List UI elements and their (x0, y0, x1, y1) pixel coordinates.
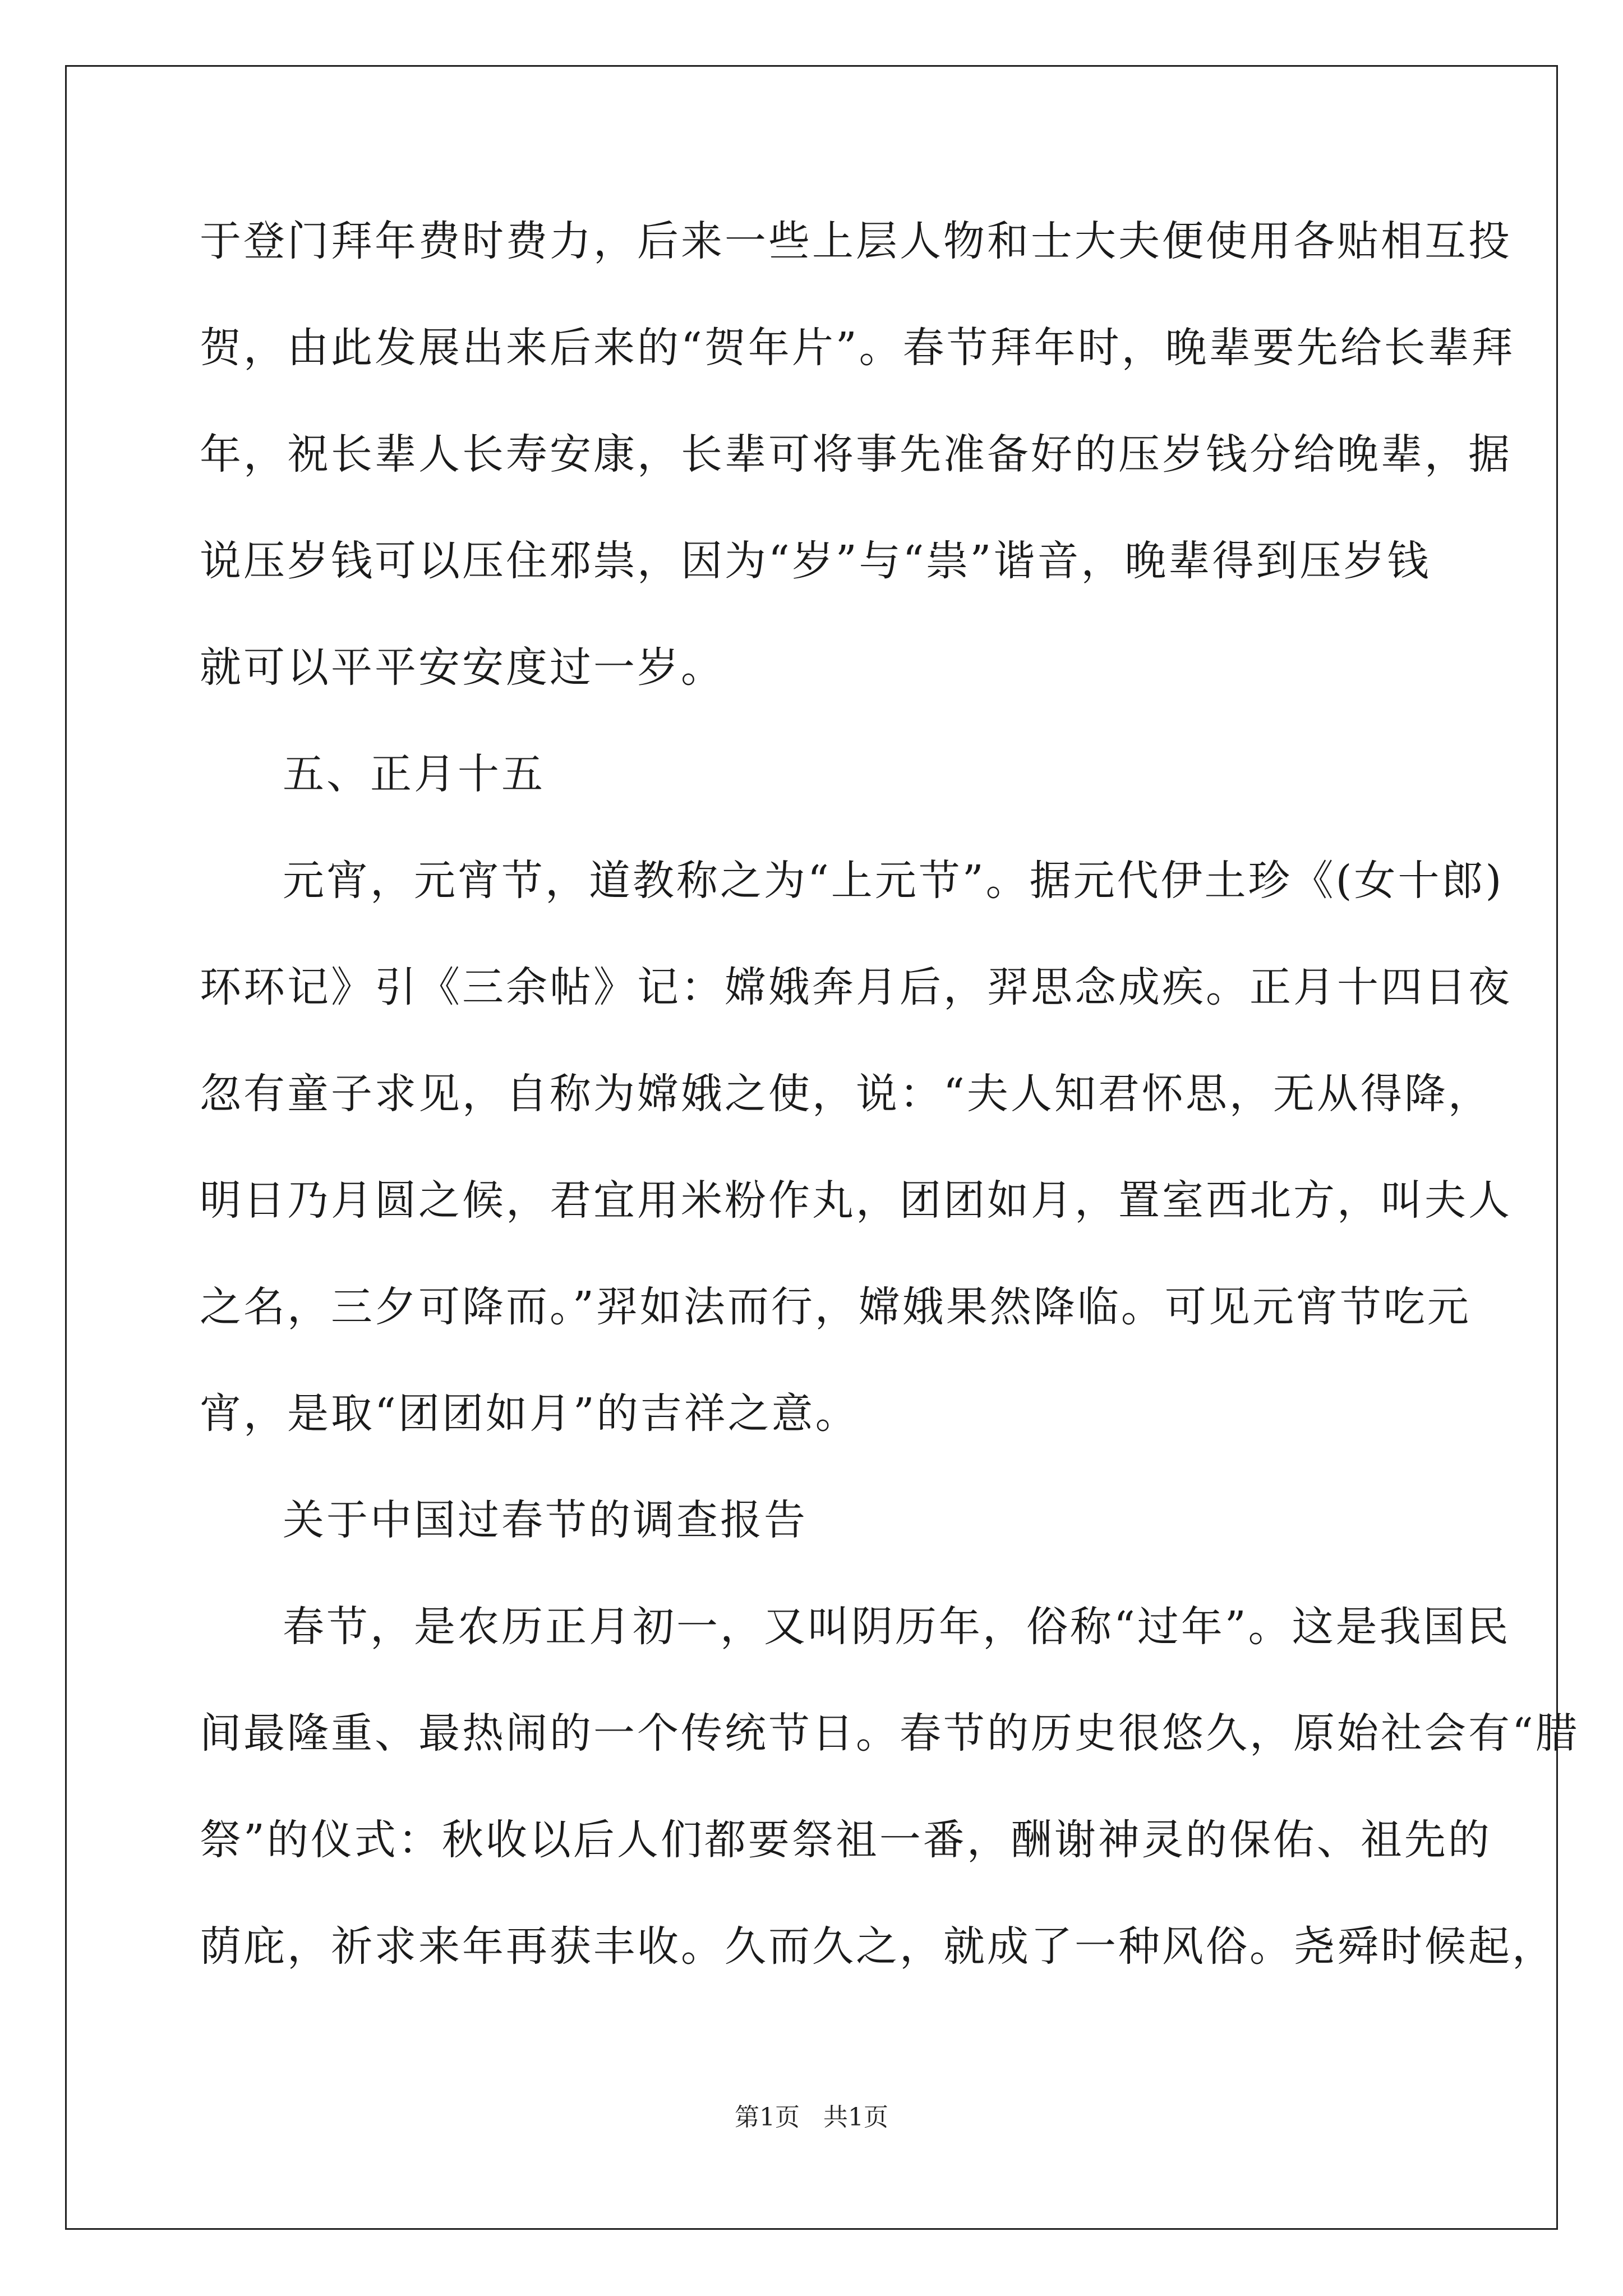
text-line-10: 明日乃月圆之候，君宜用米粉作丸，团团如月，置室西北方，叫夫人 (200, 1176, 1512, 1225)
text-line-14: 春节，是农历正月初一，又叫阴历年，俗称“过年”。这是我国民 (283, 1603, 1511, 1651)
text-line-9: 忽有童子求见，自称为嫦娥之使，说：“夫人知君怀思，无从得降， (200, 1070, 1492, 1118)
text-line-5: 就可以平平安安度过一岁。 (200, 643, 725, 692)
page-number: 第1页 共1页 (735, 2103, 888, 2132)
text-line-2: 贺，由此发展出来后来的“贺年片”。春节拜年时，晚辈要先给长辈拜 (200, 324, 1515, 372)
text-line-7: 元宵，元宵节，道教称之为“上元节”。据元代伊土珍《(女十郎) (283, 857, 1504, 905)
text-line-4: 说压岁钱可以压住邪祟，因为“岁”与“祟”谐音，晚辈得到压岁钱 (200, 537, 1431, 585)
text-line-15: 间最隆重、最热闹的一个传统节日。春节的历史很悠久，原始社会有“腊 (200, 1709, 1579, 1757)
text-line-17: 荫庇，祈求来年再获丰收。久而久之，就成了一种风俗。尧舜时候起， (200, 1922, 1556, 1971)
page-footer (0, 2101, 1623, 2134)
text-line-16: 祭”的仪式：秋收以后人们都要祭祖一番，酬谢神灵的保佑、祖先的 (200, 1816, 1492, 1864)
page-border (65, 65, 1558, 2230)
text-line-12: 宵，是取“团团如月”的吉祥之意。 (200, 1389, 859, 1438)
text-line-8: 环环记》引《三余帖》记：嫦娥奔月后，羿思念成疾。正月十四日夜 (200, 963, 1512, 1011)
text-line-3: 年，祝长辈人长寿安康，长辈可将事先准备好的压岁钱分给晚辈，据 (200, 430, 1512, 478)
section-heading: 五、正月十五 (283, 750, 545, 798)
text-line-1: 于登门拜年费时费力，后来一些上层人物和士大夫便使用各贴相互投 (200, 217, 1512, 265)
report-title: 关于中国过春节的调查报告 (283, 1496, 808, 1544)
text-line-11: 之名，三夕可降而。”羿如法而行，嫦娥果然降临。可见元宵节吃元 (200, 1283, 1471, 1331)
